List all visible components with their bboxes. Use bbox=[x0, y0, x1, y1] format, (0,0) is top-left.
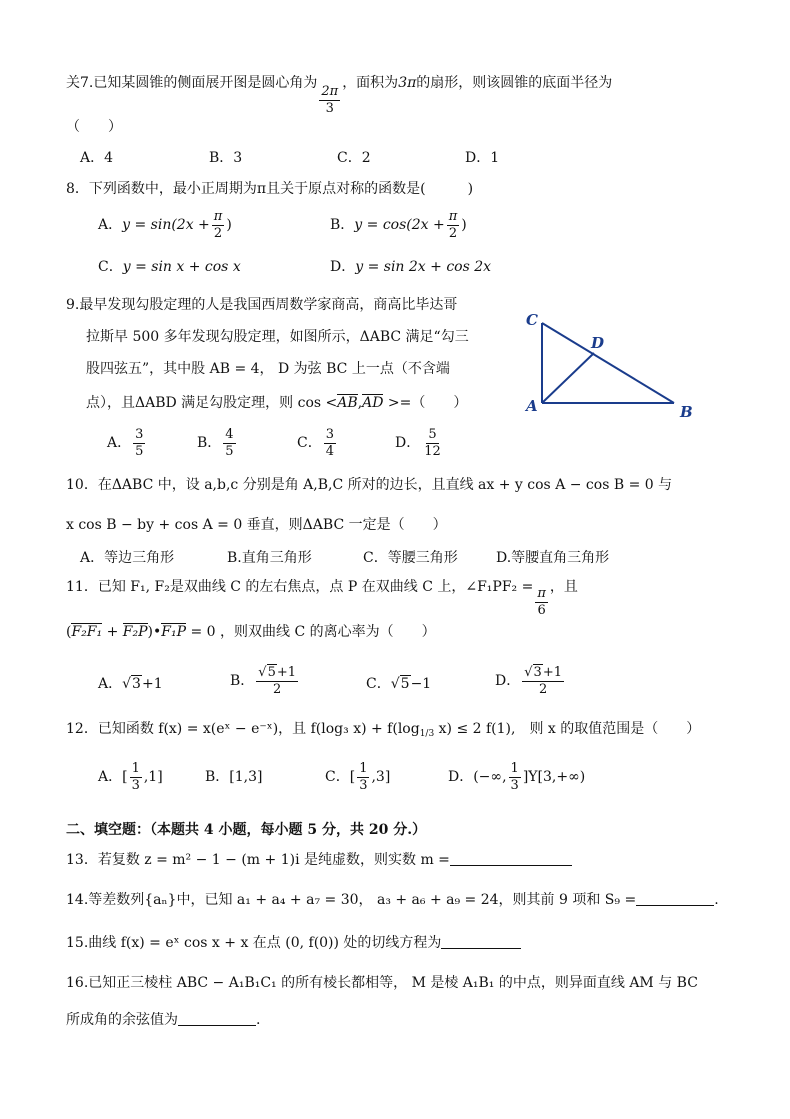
question-15: 15.曲线 f(x) = eˣ cos x + x 在点 (0, f(0)) 处的切线方程为 bbox=[66, 936, 521, 950]
q7-option-c[interactable]: C．2 bbox=[337, 150, 371, 166]
question-10-line-2: x cos B − by + cos A = 0 垂直，则ΔABC 一定是（ ） bbox=[66, 517, 447, 533]
question-10-line-1: 10．在ΔABC 中，设 a,b,c 分别是角 A,B,C 所对的边长，且直线 ax + y cos A − cos B = 0 与 bbox=[66, 477, 673, 493]
question-7-stem: 关7.已知某圆锥的侧面展开图是圆心角为 $\frac{2\pi}{3}$ ，面积为3π的扇形，则该圆锥的底面半径为 bbox=[66, 75, 613, 116]
label-c: C bbox=[526, 311, 538, 329]
question-12-stem: 12．已知函数 f(x) = x(eˣ − e⁻ˣ)，且 f(log₃ $x) + f(\log_{1/3}$ x) ≤ 2 f(1), 则 x 的取值范围是（ ） bbox=[66, 721, 701, 739]
q7-option-b[interactable]: B．3 bbox=[209, 150, 243, 166]
q12-option-b[interactable]: B．[1,3] bbox=[205, 769, 263, 785]
answer-blank[interactable] bbox=[178, 1025, 256, 1026]
q9-option-c[interactable]: C． $\frac{3}{4}$ bbox=[297, 427, 334, 459]
q8-option-c[interactable]: C．y = sin x + cos x bbox=[98, 259, 241, 275]
q11-option-c[interactable]: C．√5−1 bbox=[366, 676, 432, 692]
q11-option-b[interactable]: B． $\frac{√5+1}{2}$ bbox=[230, 665, 297, 697]
q12-option-c[interactable]: C．[ $\frac{1}{3}$ ,3] bbox=[325, 761, 391, 793]
question-11-line-2: (F₂F₁ + F₂P)•F₁P = 0 ，则双曲线 C 的离心率为（ ） bbox=[66, 624, 436, 640]
question-8-stem: 8．下列函数中，最小正周期为π且关于原点对称的函数是( ) bbox=[66, 181, 474, 197]
q8-option-d[interactable]: D．y = sin 2x + cos 2x bbox=[330, 259, 492, 275]
side-bc bbox=[542, 323, 674, 403]
answer-blank[interactable] bbox=[450, 865, 572, 866]
label-a: A bbox=[526, 397, 538, 415]
label-b: B bbox=[680, 403, 693, 421]
q10-option-b[interactable]: B.直角三角形 bbox=[227, 550, 312, 566]
triangle-figure bbox=[520, 305, 700, 425]
q7-option-a[interactable]: A．4 bbox=[80, 150, 114, 166]
question-16-line-1: 16.已知正三棱柱 ABC − A₁B₁C₁ 的所有棱长都相等， M 是棱 A₁B₁ 的中点，则异面直线 AM 与 BC bbox=[66, 975, 698, 991]
fraction: $\frac{2\pi}{3}$ bbox=[321, 84, 339, 116]
q12-option-a[interactable]: A．[ $\frac{1}{3}$ ,1] bbox=[98, 761, 163, 793]
vector-f2p: F₂P bbox=[122, 624, 148, 640]
q11-option-a[interactable]: A．√3+1 bbox=[98, 676, 163, 692]
q12-option-d[interactable]: D．(−∞, $\frac{1}{3}$ ]Y[3,+∞) bbox=[448, 761, 586, 793]
q9-option-a[interactable]: A． $\frac{3}{5}$ bbox=[107, 427, 144, 459]
q9-option-b[interactable]: B． $\frac{4}{5}$ bbox=[197, 427, 234, 459]
margin-char: 关 bbox=[66, 75, 80, 91]
q8-option-b[interactable]: B．y = cos(2x + $\frac{\pi}{2}$ ) bbox=[330, 209, 467, 241]
q10-option-d[interactable]: D.等腰直角三角形 bbox=[496, 550, 610, 566]
question-9-line-3: 股四弦五”，其中股 AB = 4， D 为弦 BC 上一点（不含端 bbox=[86, 361, 450, 377]
question-16-line-2: 所成角的余弦值为 . bbox=[66, 1012, 261, 1028]
q11-option-d[interactable]: D． $\frac{√3+1}{2}$ bbox=[495, 665, 562, 697]
question-11-line-1: 11．已知 F₁, F₂是双曲线 C 的左右焦点，点 P 在双曲线 C 上，∠F₁PF₂ = $\frac{\pi}{6}$ ，且 bbox=[66, 579, 578, 618]
q10-option-c[interactable]: C．等腰三角形 bbox=[363, 550, 458, 566]
answer-blank[interactable] bbox=[441, 948, 521, 949]
vector-f2f1: F₂F₁ bbox=[71, 624, 103, 640]
vector-ab: AB bbox=[337, 395, 358, 411]
q7-option-d[interactable]: D．1 bbox=[465, 150, 500, 166]
vector-f1p: F₁P bbox=[161, 624, 186, 640]
q10-option-a[interactable]: A．等边三角形 bbox=[80, 550, 175, 566]
question-14: 14.等差数列{aₙ}中，已知 a₁ + a₄ + a₇ = 30， a₃ + a₆ + a₉ = 24，则其前 9 项和 S₉ = . bbox=[66, 892, 719, 908]
question-7-paren: （ ） bbox=[66, 119, 122, 135]
q9-option-d[interactable]: D． $\frac{5}{12}$ bbox=[395, 427, 441, 459]
question-9-line-1: 9.最早发现勾股定理的人是我国西周数学家商高，商高比毕达哥 bbox=[66, 297, 458, 313]
label-d: D bbox=[591, 334, 605, 352]
vector-ad: AD bbox=[362, 395, 384, 411]
question-9-line-4: 点），且ΔABD 满足勾股定理，则 cos <AB,AD >=（ ） bbox=[86, 395, 468, 411]
question-9-line-2: 拉斯早 500 多年发现勾股定理，如图所示，ΔABC 满足“勾三 bbox=[86, 329, 469, 345]
section-2-heading: 二、填空题：（本题共 4 小题，每小题 5 分，共 20 分.） bbox=[66, 822, 427, 838]
answer-blank[interactable] bbox=[636, 905, 714, 906]
question-13: 13．若复数 z = m² − 1 − (m + 1)i 是纯虚数，则实数 m = bbox=[66, 853, 572, 867]
q8-option-a[interactable]: A．y = sin(2x + $\frac{\pi}{2}$ ) bbox=[98, 209, 232, 241]
segment-ad bbox=[542, 353, 594, 403]
